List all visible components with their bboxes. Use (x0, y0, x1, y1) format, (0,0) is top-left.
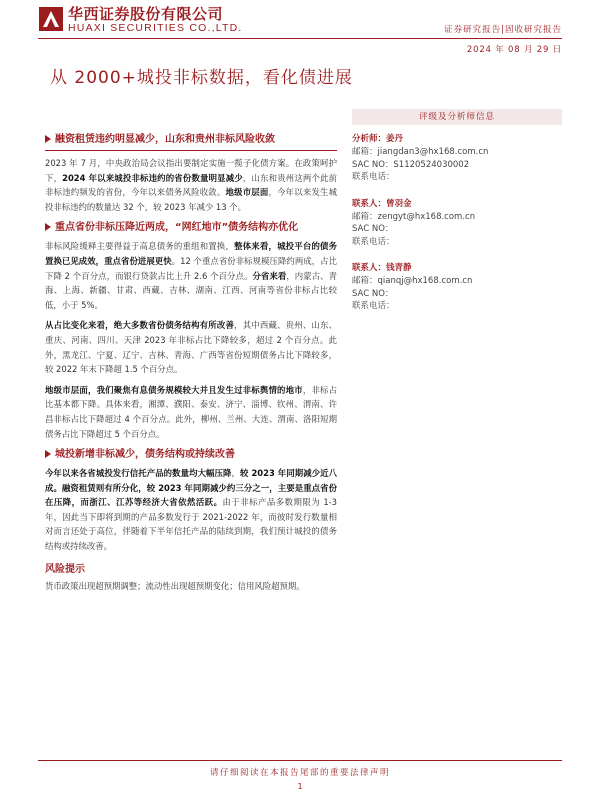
analyst-sac: SAC NO：S1120524030002 (352, 159, 470, 170)
emphasis-text: 2024 年以来城投非标违约的省份数量明显减少 (62, 172, 243, 183)
analyst-list (352, 133, 562, 313)
analyst-card (352, 262, 562, 313)
report-date: 2024 年 08 月 29 日 (466, 45, 562, 55)
emphasis-text: 较 2023 年同期减少近八成。融资租赁则有所分化，较 2023 年同期减少约三分之一，主要是重点省份在压降，而浙江、江苏等经济大省依然活跃。 (45, 468, 338, 508)
company-logo-icon (38, 6, 64, 32)
body-text: ，非标占比基本都下降。具体来看，湘潭、濮阳、泰安、济宁、淄博、钦州、渭南、许昌非标占比下降超过 4 个百分点。此外，柳州、兰州、大连、渭南、洛阳短期债务占比下降超过 5 个百分点。 (45, 384, 338, 439)
footer-disclaimer: 请仔细阅读在本报告尾部的重要法律声明 (209, 768, 390, 778)
section-heading (45, 447, 337, 462)
analyst-email: 邮箱：qianqj@hx168.com.cn (352, 276, 473, 286)
analyst-name: 分析师：姜丹 (352, 134, 404, 144)
analyst-name: 联系人：钱青静 (352, 263, 412, 273)
section-heading (45, 132, 337, 151)
body-text: ， (231, 468, 240, 479)
analyst-sidebar (352, 109, 562, 327)
analyst-phone: 联系电话： (352, 172, 395, 182)
emphasis-text: 地级市层面，我们聚焦有息债务规模较大并且发生过非标舆情的地市 (45, 384, 303, 395)
analyst-card (352, 198, 562, 249)
body-text: 。12 个重点省份非标规模压降约两成，占比下降 2 个百分点，而银行贷款占比上升 2.6 个百分点。 (45, 255, 337, 281)
report-type: 证券研究报告|固收研究报告 (444, 25, 562, 35)
emphasis-text: 分省来看 (252, 270, 287, 281)
emphasis-text: 今年以来各省城投发行信托产品的数量均大幅压降 (45, 468, 232, 479)
page-number: 1 (297, 782, 303, 791)
section-heading-text: 融资租赁违约明显减少，山东和贵州非标风险收敛 (55, 134, 275, 145)
header-divider (38, 38, 562, 39)
analyst-name: 联系人：曾羽金 (352, 198, 412, 209)
report-title: 从 2000+城投非标数据，看化债进展 (50, 68, 353, 88)
footer-divider (38, 760, 562, 761)
section-heading-text: 城投新增非标减少，债务结构或持续改善 (55, 449, 235, 461)
analyst-sac: SAC NO： (352, 288, 394, 299)
emphasis-text: 整体来看，城投平台的债务置换已见成效，重点省份进展更快 (45, 241, 338, 266)
company-name-cn: 华西证券股份有限公司 (68, 5, 224, 23)
body-text: 非标风险缓释主要得益于高息债务的重组和置换， (45, 241, 235, 252)
paragraph (45, 383, 337, 441)
body-text: 2023 年 7 月，中央政治局会议指出要制定实施一揽子化债方案。在政策呵护下， (45, 158, 337, 183)
paragraph (45, 156, 337, 214)
main-content (45, 132, 337, 599)
section-heading (45, 220, 337, 235)
triangle-bullet-icon (45, 223, 51, 231)
analyst-sac: SAC NO： (352, 224, 394, 234)
emphasis-text: 从占比变化来看，绝大多数省份债务结构有所改善 (45, 320, 235, 331)
body-text: ，其中西藏、贵州、山东、重庆、河南、四川、天津 2023 年非标占比下降较多，超过 2 个百分点。此外，黑龙江、宁夏、辽宁、吉林、青海、广西等省份短期债务占比下降较多，较 2022 年末下降超 1.5 个百分点。 (45, 320, 338, 375)
analyst-card (352, 133, 562, 184)
paragraph (45, 318, 337, 376)
body-text: ，内蒙古、青海、上海、新疆、甘肃、西藏、吉林、湖南、江西、河南等省份非标占比较低，小于 5%。 (45, 270, 338, 310)
risk-title: 风险提示 (45, 563, 85, 575)
section-heading-text: 重点省份非标压降近两成，“网红地市”债务结构亦优化 (55, 222, 299, 234)
sidebar-header: 评级及分析师信息 (352, 109, 562, 125)
body-text: ，山东和贵州这两个此前非标违约频发的省份，今年以来债务风险收敛。 (45, 172, 338, 198)
emphasis-text: 地级市层面 (225, 187, 269, 198)
body-text: 由于非标产品多数期限为 1-3 年，因此当下即将到期的产品多数发行于 2021-2022 年，而彼时发行数量相对而言还处于高位，伴随着下半年信托产品的陆续到期，我们预计城投的债务结构或持续改善。 (45, 497, 338, 552)
analyst-email: 邮箱：jiangdan3@hx168.com.cn (352, 147, 489, 157)
analyst-phone: 联系电话： (352, 236, 395, 247)
triangle-bullet-icon (45, 450, 51, 458)
paragraph (45, 239, 337, 312)
paragraph (45, 466, 337, 554)
triangle-bullet-icon (45, 135, 51, 143)
analyst-phone: 联系电话： (352, 301, 395, 311)
body-text: ，今年以来发生城投非标违约的数量达 32 个，较 2023 年减少 13 个。 (45, 187, 338, 212)
analyst-email: 邮箱：zengyt@hx168.com.cn (352, 211, 476, 222)
company-name-en: HUAXI SECURITIES CO.,LTD. (68, 22, 243, 34)
risk-text: 货币政策出现超预期调整；流动性出现超预期变化；信用风险超预期。 (45, 580, 305, 591)
